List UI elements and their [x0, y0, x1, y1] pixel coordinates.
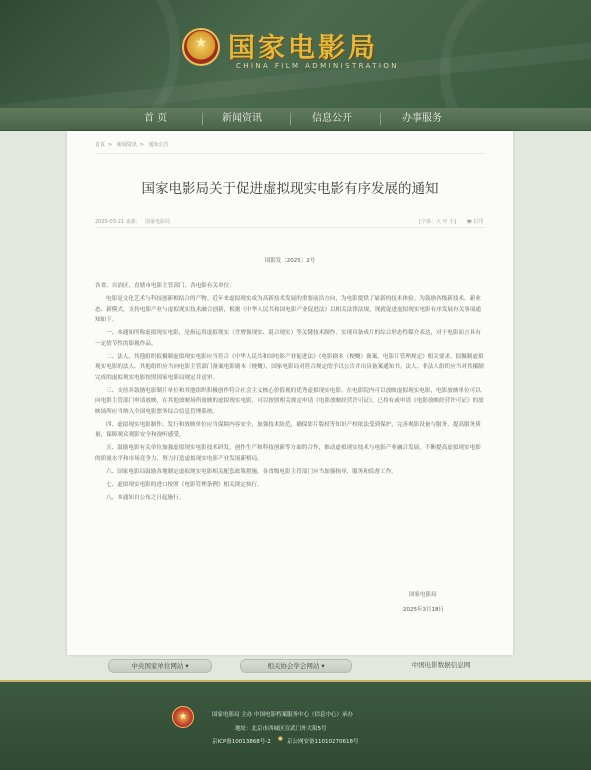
national-emblem-icon: ★ — [172, 706, 194, 728]
article-source: 国家电影局 — [145, 219, 171, 225]
chevron-down-icon: ▾ — [321, 662, 325, 670]
article-paragraph: 六、国家电影局鼓励各地制定虚拟现实电影相关配套政策措施，各省级电影主管部门应当加强指导、服务和监督工作。 — [106, 468, 397, 475]
print-button[interactable] — [467, 218, 483, 227]
nav-divider — [380, 113, 381, 125]
breadcrumb-notices-link[interactable]: 通知公告 — [148, 142, 169, 148]
footer-icp-link[interactable]: 京ICP备10013868号-2 — [212, 739, 271, 745]
divider — [95, 227, 485, 228]
site-footer — [0, 680, 591, 770]
site-header — [0, 0, 591, 108]
link-film-data-network[interactable]: 中国电影数据信息网 — [411, 661, 471, 669]
article-title: 国家电影局关于促进虚拟现实电影有序发展的通知 — [141, 181, 439, 197]
footer-sponsor: 国家电影局 主办 中国电影档案服务中心（信息中心）承办 — [212, 712, 353, 718]
article-paragraph: 七、虚拟现实电影的进口按照《电影管理条例》相关规定执行。 — [106, 481, 263, 488]
article-paragraph: 一、本通知所称虚拟现实电影，是指运用虚拟现实（含增强现实、混合现实）等关键技术制作、实现具备成片的综合形态性媒介表达，对于电影而言具有一定情节性的影视作品。 — [95, 330, 481, 347]
nav-divider — [290, 113, 291, 125]
footer-police-link[interactable]: 京公网安备11010270618号 — [287, 739, 359, 745]
police-badge-icon: ● — [278, 736, 283, 742]
article-paragraph: 五、鼓励电影有关单位加强虚拟现实电影技术研发，创作生产和科技创新等方面的合作，推动虚拟现实技术与电影产业融合发展，不断提高虚拟现实电影的质量水平和市场竞争力，努力打造虚拟现实电影产业发展新格局。 — [95, 445, 481, 462]
footer-address: 地址：北京市西城区宣武门外大街5号 — [235, 726, 327, 732]
article-date: 2025-03-21 来源： — [95, 219, 141, 225]
article-paragraph: 四、虚拟现实电影制作、发行和放映单位应当保障内容安全，加强技术防范，确保影片版权等知识产权依法受到保护，完善观影设备与服务，提高服务质量，保障观众观影安全和视听感受。 — [95, 421, 481, 438]
site-logo-subtitle: CHINA FILM ADMINISTRATION — [236, 62, 399, 70]
article-paragraph: 八、本通知自公布之日起施行。 — [106, 494, 185, 501]
main-nav — [0, 108, 591, 131]
breadcrumb-home-link[interactable]: 首页 — [95, 142, 106, 148]
nav-divider — [202, 113, 203, 125]
nav-item-news[interactable]: 新闻资讯 — [222, 113, 262, 124]
font-size-control[interactable]: [字体：大 中 小] — [419, 219, 457, 225]
nav-item-home[interactable]: 首 页 — [144, 113, 168, 124]
link-central-units[interactable] — [108, 659, 212, 673]
article-paragraph: 各省、自治区、直辖市电影主管部门，各电影有关单位： — [95, 283, 235, 289]
breadcrumb-separator: > — [108, 142, 113, 148]
signature-date: 2025年3月18日 — [403, 607, 444, 613]
national-emblem-icon: ★ — [182, 28, 220, 66]
site-logo-title[interactable]: 国家电影局 — [228, 33, 378, 64]
link-label: 中央国家单位网站 — [131, 662, 184, 670]
chevron-down-icon: ▾ — [185, 662, 189, 670]
article-paragraph: 二、法人、其他组织拟摄制虚拟现实电影应当符合《中华人民共和国电影产业促进法》《电影剧本（梗概）备案、电影片管理规定》相关要求。拟摄制虚拟现实电影的法人、其他组织应当向电影主管部门备案电影剧本（梗概），国家电影局对符合规定的予以公告并出具备案通知书。法人、非法人组织应当对其摄制完成的虚拟现实电影按照国家电影局规定并送审。 — [95, 353, 484, 381]
article-paragraph: 三、支持并鼓励电影制片单位和其他组织积极创作符合社会主义核心价值观的优秀虚拟现实电影。在电影院内可以放映虚拟现实电影，电影放映单位可以向电影主管部门申请放映，在其他放映场所放映的虚拟现实电影，可以按照相关规定申请《电影放映经营许可证》，已持有或申请《电影放映经营许可证》的放映场所应当纳入全国电影票务综合信息管理系统。 — [95, 387, 484, 415]
breadcrumb-news-link[interactable]: 新闻资讯 — [116, 142, 137, 148]
divider — [95, 153, 485, 154]
nav-item-services[interactable]: 办事服务 — [402, 113, 442, 124]
document-number: 国影发〔2025〕2号 — [264, 258, 316, 264]
print-label: 打印 — [473, 219, 484, 225]
breadcrumb — [95, 141, 172, 148]
nav-item-public-info[interactable]: 信息公开 — [312, 113, 352, 124]
link-associations[interactable] — [240, 659, 352, 673]
article-paragraph: 电影是文化艺术与科技创新相结合的产物。近年来虚拟现实成为高新技术发展的重要前沿方向，为电影提供了崭新的技术体验。为鼓励各级新技术、新业态、新模式，支持电影产业与虚拟现实技术融合创新，根据《中华人民共和国电影产业促进法》以相关法律法规，现就促进虚拟现实电影有序发展有关事项通知如下。 — [95, 296, 481, 323]
article-body — [95, 281, 485, 506]
breadcrumb-separator: > — [139, 142, 145, 148]
signature-org: 国家电影局 — [409, 592, 437, 598]
related-links-bar — [0, 656, 591, 678]
print-icon: 🖶 — [467, 219, 472, 225]
link-label: 相关协会学会网站 — [267, 662, 320, 670]
article-panel — [67, 131, 513, 655]
